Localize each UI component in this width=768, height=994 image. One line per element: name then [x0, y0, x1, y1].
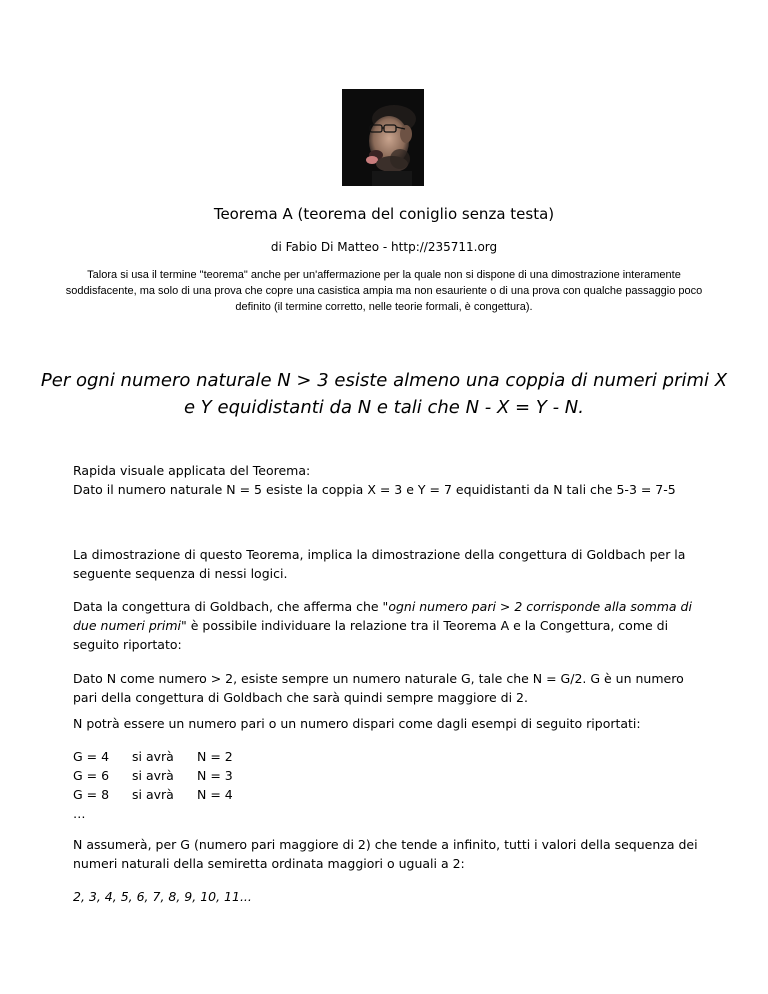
- definition-note: Talora si usa il termine "teorema" anche per un'affermazione per la quale non si dispone di una dimostrazione interamente soddisfacente, ma solo di una prova che copre una casistica ampia ma non esauriente o di una prova con qualche passaggio poco definito (il termine corretto, nelle teorie formali, è congettura).: [65, 269, 703, 313]
- natural-sequence-values: 2, 3, 4, 5, 6, 7, 8, 9, 10, 11...: [73, 889, 252, 904]
- natural-sequence: [73, 887, 698, 906]
- example-word: si avrà: [132, 749, 174, 764]
- paragraph-goldbach: [73, 597, 698, 654]
- example-word: si avrà: [132, 768, 174, 783]
- goldbach-outro: " è possibile individuare la relazione tra il Teorema A e la Congettura, come di seguito riportato:: [73, 618, 669, 652]
- examples-ellipsis-text: …: [73, 806, 86, 821]
- visual-example-line: Dato il numero naturale N = 5 esiste la coppia X = 3 e Y = 7 equidistanti da N tali che 5-3 = 7-5: [73, 482, 676, 497]
- author-photo-image: [342, 89, 424, 186]
- goldbach-intro: Data la congettura di Goldbach, che afferma che ": [73, 599, 389, 614]
- example-n: N = 2: [197, 749, 233, 764]
- example-word: si avrà: [132, 787, 174, 802]
- paragraph-definition-n: Dato N come numero > 2, esiste sempre un numero naturale G, tale che N = G/2. G è un numero pari della congettura di Goldbach che sarà quindi sempre maggiore di 2.: [73, 671, 684, 705]
- example-g: G = 6: [73, 768, 110, 783]
- paragraph-even-odd: N potrà essere un numero pari o un numero dispari come dagli esempi di seguito riportati:: [73, 716, 641, 731]
- visual-example: [73, 461, 698, 499]
- paragraph-sequence-intro: N assumerà, per G (numero pari maggiore di 2) che tende a infinito, tutti i valori della sequenza dei numeri naturali della semiretta ordinata maggiori o uguali a 2:: [73, 837, 698, 871]
- author-line: di Fabio Di Matteo - http://235711.org: [270, 240, 498, 254]
- example-n: N = 4: [197, 787, 233, 802]
- paragraph-proof-implication: La dimostrazione di questo Teorema, implica la dimostrazione della congettura di Goldbach per la seguente sequenza di nessi logici.: [73, 547, 686, 581]
- theorem-statement: Per ogni numero naturale N > 3 esiste almeno una coppia di numeri primi X e Y equidistanti da N e tali che N - X = Y - N.: [40, 370, 728, 418]
- visual-example-intro: Rapida visuale applicata del Teorema:: [73, 463, 311, 478]
- goldbach-quote: ogni numero pari > 2 corrisponde alla somma di due numeri primi: [73, 599, 692, 633]
- document-title: Teorema A (teorema del coniglio senza testa): [213, 205, 555, 223]
- example-g: G = 4: [73, 749, 110, 764]
- author-photo: [342, 89, 424, 186]
- example-g: G = 8: [73, 787, 110, 802]
- example-n: N = 3: [197, 768, 233, 783]
